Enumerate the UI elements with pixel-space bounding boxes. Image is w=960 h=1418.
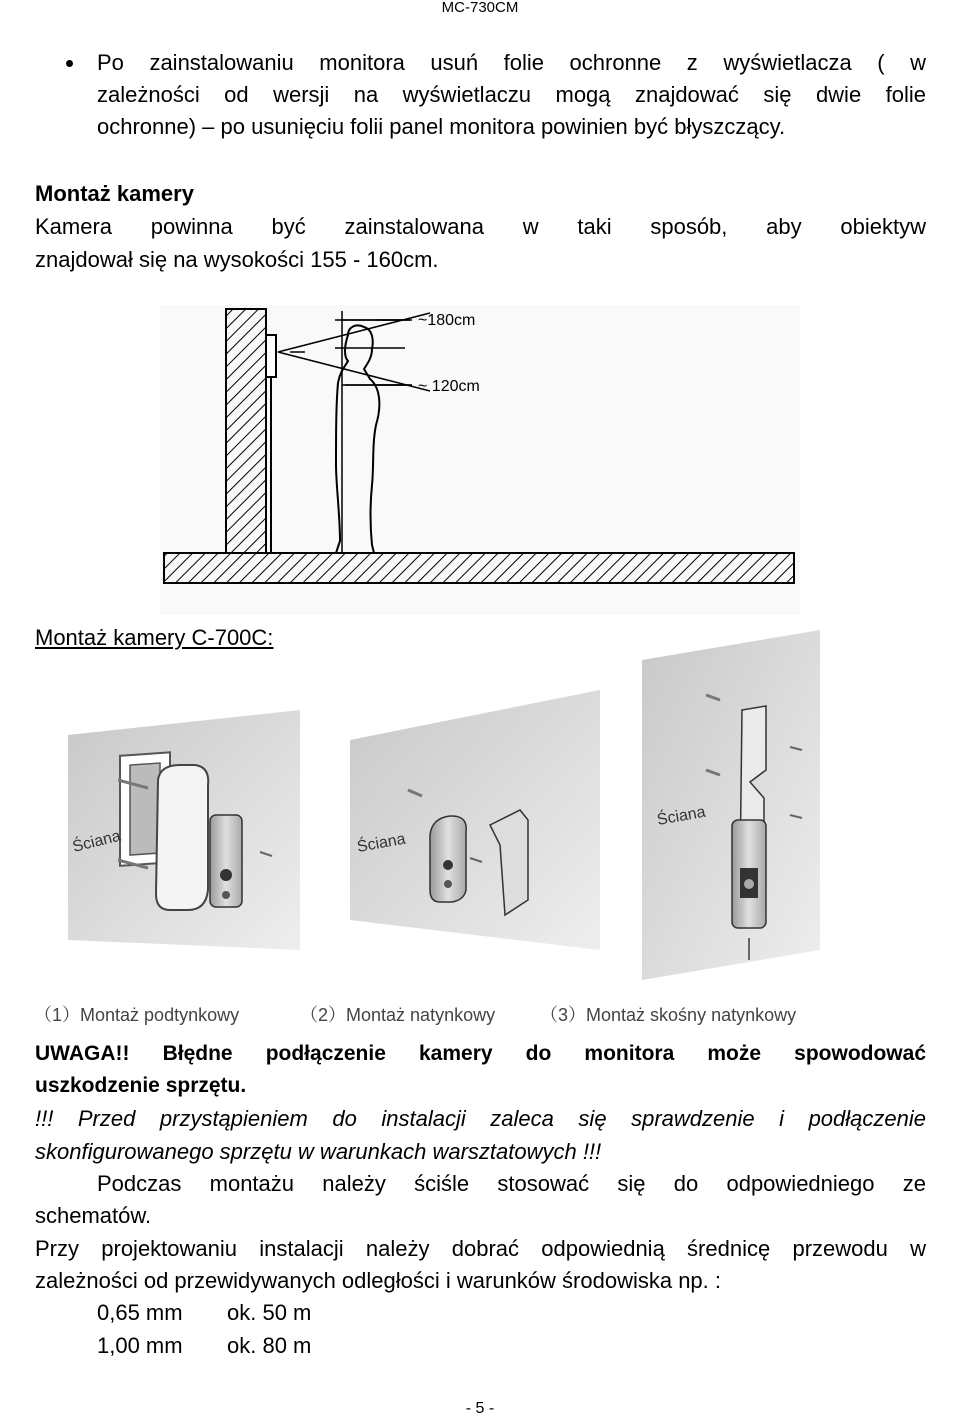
- floor-hatch: [164, 553, 794, 583]
- caption-number: （1）: [34, 1005, 81, 1025]
- mounting-note-line-1: Podczas montażu należy ściśle stosować się do odpowiedniego ze: [97, 1171, 926, 1196]
- warning-line-1: UWAGA!! Błędne podłączenie kamery do monitora może spowodować: [35, 1042, 926, 1065]
- bullet-line-3: ochronne) – po usunięciu folii panel monitora powinien być błyszczący.: [97, 114, 786, 139]
- caption-text: Montaż skośny natynkowy: [586, 1005, 797, 1025]
- cable-note-line-2: zależności od przewidywanych odległości i warunków środowiska np. :: [35, 1268, 721, 1293]
- page-footer: [0, 1400, 960, 1418]
- italic-note-line-2: skonfigurowanego sprzętu w warunkach warsztatowych !!!: [35, 1139, 602, 1164]
- caption-surface-mount: [300, 1001, 495, 1027]
- cable-row-diameter: 1,00 mm: [97, 1333, 183, 1358]
- wall-hatch: [226, 309, 266, 553]
- warning-line-2: uszkodzenie sprzętu.: [35, 1074, 247, 1097]
- caption-angled-mount: [540, 1001, 796, 1027]
- bullet-line-2: zależności od wersji na wyświetlaczu mogą znajdować się dwie folie: [97, 82, 926, 107]
- cable-row-distance: ok. 50 m: [227, 1300, 312, 1325]
- page-number: - 5 -: [465, 1400, 495, 1417]
- wall-panel-2: [350, 690, 600, 950]
- wall-panel-3: [642, 630, 820, 980]
- caption-text: Montaż podtynkowy: [80, 1005, 240, 1025]
- label-120cm: ~ 120cm: [418, 378, 480, 395]
- italic-note-line-1: !!! Przed przystąpieniem do instalacji zaleca się sprawdzenie i podłączenie: [35, 1106, 926, 1131]
- caption-number: （2）: [300, 1005, 347, 1025]
- cable-row-distance: ok. 80 m: [227, 1333, 312, 1358]
- wall-label-2: Ściana: [355, 830, 407, 856]
- caption-text: Montaż natynkowy: [346, 1005, 496, 1025]
- caption-flush-mount: [34, 1001, 239, 1027]
- wall-label-3: Ściana: [655, 803, 707, 829]
- camera-text-line-1: Kamera powinna być zainstalowana w taki sposób, aby obiektyw: [35, 214, 926, 239]
- camera-text-line-2: znajdował się na wysokości 155 - 160cm.: [35, 247, 439, 272]
- bullet-point: [66, 60, 73, 67]
- section-heading: Montaż kamery: [35, 181, 194, 206]
- label-180cm: ~180cm: [418, 312, 476, 329]
- bullet-line-1: Po zainstalowaniu monitora usuń folie ochronne z wyświetlacza ( w: [97, 50, 926, 75]
- cable-note-line-1: Przy projektowaniu instalacji należy dobrać odpowiednią średnicę przewodu w: [35, 1236, 926, 1261]
- camera-box: [266, 335, 276, 377]
- figure-flush-mount: [68, 710, 300, 950]
- document-header: [0, 0, 960, 16]
- mounting-note-line-2: schematów.: [35, 1203, 152, 1228]
- c700-heading: Montaż kamery C-700C:: [35, 625, 274, 650]
- mounting-figures: [60, 620, 820, 1000]
- header-title: MC-730CM: [441, 0, 519, 16]
- cable-row-diameter: 0,65 mm: [97, 1300, 183, 1325]
- figure-angled-mount: [642, 630, 820, 980]
- height-diagram: [160, 305, 800, 615]
- wall-label-1: Ściana: [70, 827, 123, 856]
- figure-surface-mount: [350, 690, 600, 950]
- caption-number: （3）: [540, 1005, 587, 1025]
